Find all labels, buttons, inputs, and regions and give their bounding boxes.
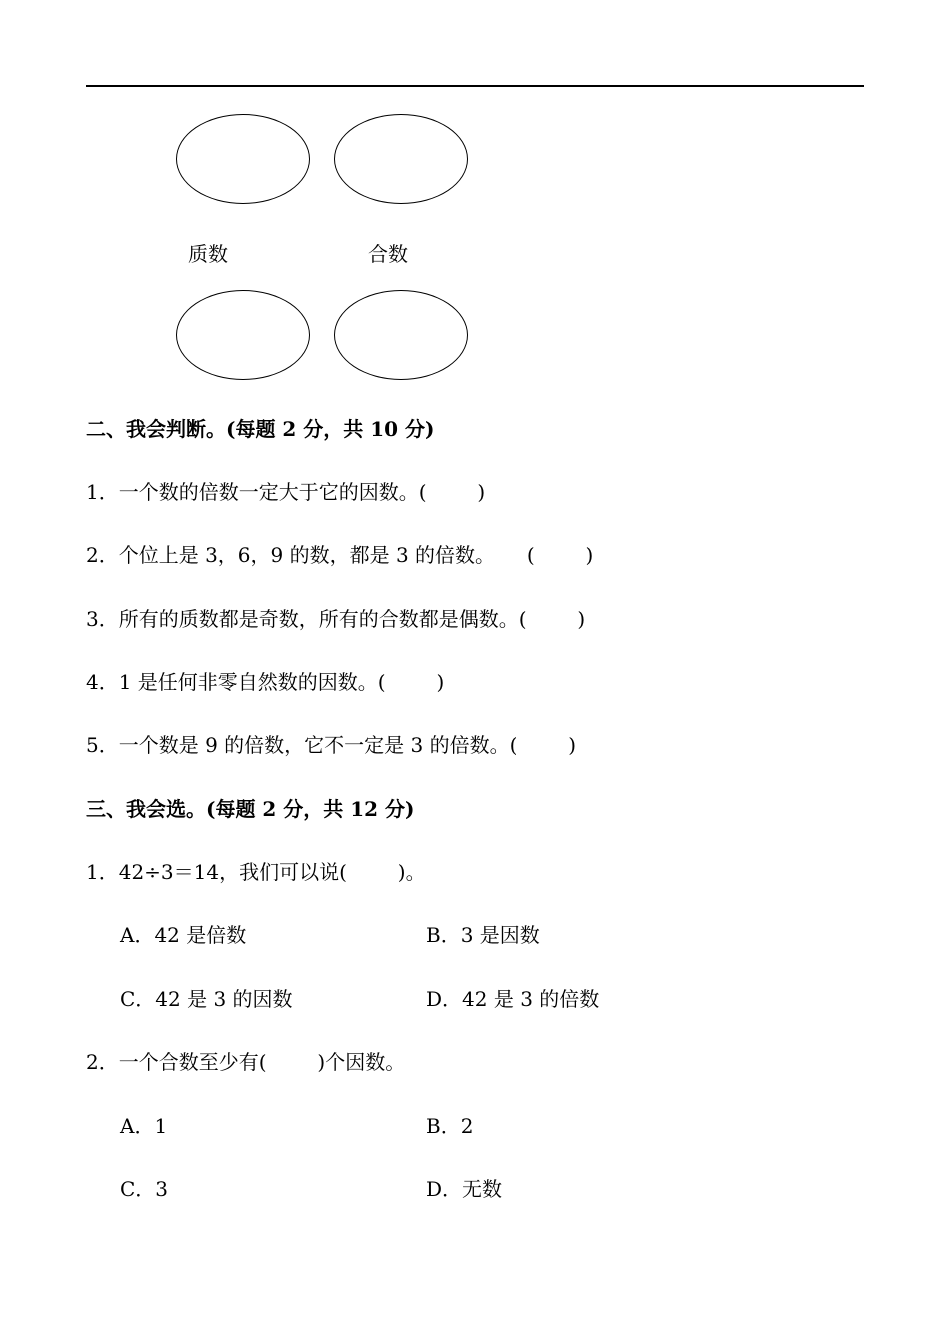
- prime-set-ellipse-1: [176, 114, 310, 204]
- judge-item-4: 4．1 是任何非零自然数的因数。( ): [86, 670, 445, 694]
- choice-q1-option-a: A．42 是倍数: [120, 923, 247, 947]
- choice-q2-option-d: D．无数: [426, 1177, 503, 1201]
- choice-q1-option-c: C．42 是 3 的因数: [120, 987, 293, 1011]
- composite-set-ellipse-2: [334, 290, 468, 380]
- choice-q1-option-d: D．42 是 3 的倍数: [426, 987, 600, 1011]
- header-rule: [86, 85, 864, 87]
- label-composite: 合数: [368, 242, 408, 266]
- judge-item-3: 3．所有的质数都是奇数，所有的合数都是偶数。( ): [86, 607, 586, 631]
- choice-q1-option-b: B．3 是因数: [426, 923, 540, 947]
- judge-item-1: 1．一个数的倍数一定大于它的因数。( ): [86, 480, 486, 504]
- judge-item-5: 5．一个数是 9 的倍数，它不一定是 3 的倍数。( ): [86, 733, 577, 757]
- label-prime: 质数: [188, 242, 228, 266]
- choice-q2-option-a: A．1: [120, 1114, 168, 1138]
- section3-heading: 三、我会选。(每题 2 分，共 12 分): [86, 797, 415, 821]
- composite-set-ellipse-1: [176, 290, 310, 380]
- choice-q2-stem: 2．一个合数至少有( )个因数。: [86, 1050, 406, 1074]
- choice-q2-option-c: C．3: [120, 1177, 169, 1201]
- section2-heading: 二、我会判断。(每题 2 分，共 10 分): [86, 417, 435, 441]
- prime-set-ellipse-2: [334, 114, 468, 204]
- judge-item-2: 2．个位上是 3，6，9 的数，都是 3 的倍数。 ( ): [86, 543, 594, 567]
- choice-q1-stem: 1．42÷3＝14，我们可以说( )。: [86, 860, 426, 884]
- choice-q2-option-b: B．2: [426, 1114, 474, 1138]
